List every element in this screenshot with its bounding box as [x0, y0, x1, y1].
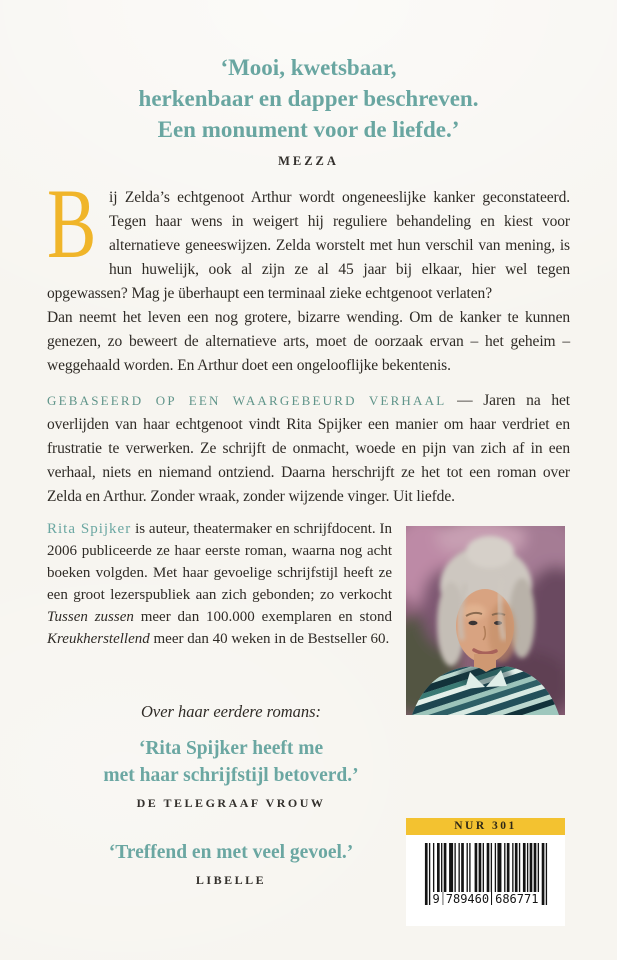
based-on-text: Jaren na het overlijden van haar echtgenoot vindt Rita Spijker een manier om haar verdriet en frustratie te verwerken. Ze schrijft de onmacht, woede en pijn van zich af in een verhaal, niets en niemand ontziend. Daarna herschrijft ze het tot een roman over Zelda en Arthur. Zonder wraak, zonder wijzende vinger. Uit liefde.: [47, 392, 570, 505]
author-photo: [406, 526, 565, 715]
based-on-paragraph: [47, 389, 570, 509]
drop-cap: B: [47, 168, 97, 279]
based-on-dash: —: [446, 392, 484, 409]
synopsis-paragraph-2: Dan neemt het leven een nog grotere, bizarre wending. Om de kanker te kunnen genezen, zo beweert de alternatieve arts, moet de oorzaak ervan – het geheim – weggehaald worden. En Arthur doet een ongelooflijke bekentenis.: [47, 309, 570, 374]
based-on-lead: GEBASEERD OP EEN WAARGEBEURD VERHAAL: [47, 393, 447, 408]
author-name: Rita Spijker: [47, 521, 132, 537]
reviews-section: [47, 702, 415, 888]
nur-band: NUR 301: [406, 818, 565, 835]
book-title-kreukherstellend: Kreukherstellend: [47, 631, 150, 647]
pull-quote-line-1: ‘Mooi, kwetsbaar,: [220, 55, 397, 80]
book-title-tussen-zussen: Tussen zussen: [47, 609, 134, 625]
author-bio-paragraph: [47, 518, 392, 650]
author-bio: [47, 518, 392, 650]
author-photo-illustration: [406, 526, 565, 715]
isbn-group-1: 9: [432, 892, 440, 906]
pull-quote-block: [0, 52, 617, 169]
pull-quote-line-2: herkenbaar en dapper beschreven.: [138, 86, 479, 111]
synopsis-paragraph-1-text: ij Zelda’s echtgenoot Arthur wordt ongeneeslijke kanker geconstateerd. Tegen haar wens in weigert hij reguliere behandeling en kiest voor alternatieve geneeswijzen. Zelda worstelt met hun verschil van mening, is hun huwelijk, ook al zijn ze al 45 jaar bij elkaar, hier wel tegen opgewassen? Mag je überhaupt een terminaal zieke echtgenoot verlaten?: [47, 189, 570, 302]
reviews-heading: Over haar eerdere romans:: [140, 702, 322, 721]
synopsis-paragraph-1: [47, 168, 570, 306]
review-libelle: [47, 839, 415, 888]
barcode-panel: [406, 818, 565, 926]
review-quote-line: met haar schrijfstijl betoverd.’: [103, 765, 359, 786]
author-bio-text-3: meer dan 40 weken in de Bestseller 60.: [149, 631, 390, 647]
pull-quote-source: MEZZA: [278, 154, 339, 168]
author-bio-text-1: is auteur, theatermaker en schrijfdocent. In 2006 publiceerde ze haar eerste roman, waarna nog acht boeken volgden. Met haar gevoelige schrijfstijl heeft ze een groot lezerspubliek aan zich gebonden; zo verkocht: [47, 521, 393, 603]
isbn-group-3: 686771: [495, 892, 539, 906]
review-source: LIBELLE: [195, 873, 267, 887]
pull-quote-line-3: Een monument voor de liefde.’: [157, 117, 460, 142]
author-bio-text-2: meer dan 100.000 exemplaren en stond: [133, 609, 392, 625]
review-quote-line: ‘Rita Spijker heeft me: [138, 738, 324, 759]
synopsis: [47, 168, 570, 378]
review-telegraaf: [47, 735, 415, 811]
isbn-digits: [406, 892, 565, 906]
isbn-group-2: 789460: [445, 892, 490, 906]
based-on-section: [47, 389, 570, 509]
review-source: DE TELEGRAAF VROUW: [136, 796, 326, 810]
review-quote-line: ‘Treffend en met veel gevoel.’: [108, 842, 354, 863]
